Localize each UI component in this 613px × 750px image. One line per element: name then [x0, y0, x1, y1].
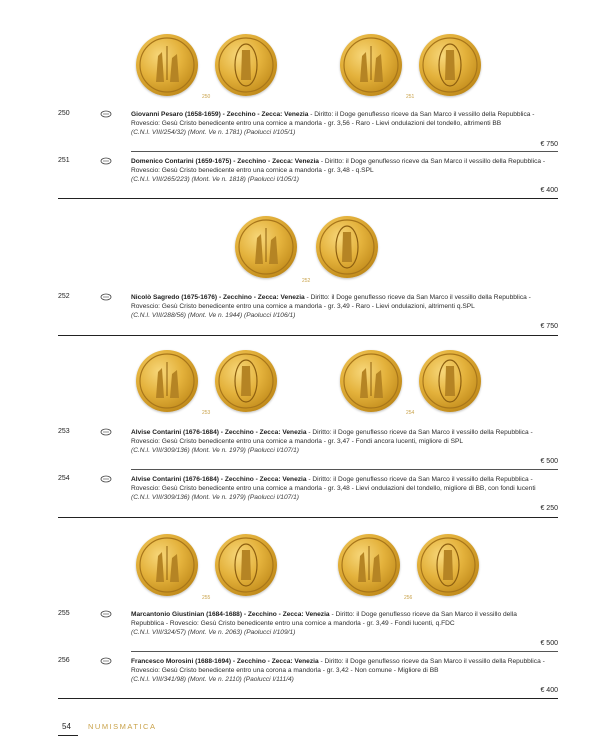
coin-label-250: 250: [202, 94, 211, 100]
coin-255-reverse[interactable]: [215, 534, 277, 596]
lot-254[interactable]: [58, 475, 558, 515]
hand-icon: [100, 475, 112, 483]
christ-mandorla-icon: [215, 34, 277, 96]
section-divider: [58, 698, 558, 699]
coin-images-253-254: [0, 348, 613, 420]
coin-251-obverse[interactable]: [340, 34, 402, 96]
coin-252-obverse[interactable]: [235, 216, 297, 278]
divider: [131, 651, 558, 652]
footer-rule: [58, 735, 78, 736]
coin-images-255-256: [0, 530, 613, 605]
lot-details: - Diritto: il Doge genuflesso riceve da San Marco il vessillo della Repubblica - Rovescio: Gesù Cristo benedicente entro una cornice a mandorla - gr. 3,49 - Fondi lucenti, q.FDC: [131, 611, 517, 627]
coin-label-251: 251: [406, 94, 415, 100]
lot-reference: (C.N.I. VIII/254/32) (Mont. Ve n. 1781) (Paolucci I/105/1): [131, 129, 296, 136]
lot-description: [131, 157, 546, 184]
christ-mandorla-icon: [215, 534, 277, 596]
coin-label-254: 254: [406, 410, 415, 416]
lot-description: [131, 657, 546, 684]
section-divider: [58, 517, 558, 518]
lot-title: Alvise Contarini (1676-1684) - Zecchino - Zecca: Venezia: [131, 476, 307, 483]
section-divider: [58, 198, 558, 199]
lot-reference: (C.N.I. VIII/341/98) (Mont. Ve n. 2110) (Paolucci I/111/4): [131, 676, 294, 683]
lot-details: - Diritto: il Doge genuflesso riceve da San Marco il vessillo della Repubblica - Rovescio: Gesù Cristo benedicente entro una cornice a mandorla - gr. 3,48 - Lievi ondulazioni del tondello, migliore di BB, con fondi lucenti: [131, 476, 536, 492]
lot-price: € 750: [540, 141, 558, 148]
doge-kneeling-icon: [136, 350, 198, 412]
lot-252[interactable]: [58, 293, 558, 333]
doge-kneeling-icon: [136, 534, 198, 596]
divider: [131, 469, 558, 470]
coin-label-253: 253: [202, 410, 211, 416]
lot-description: [131, 110, 546, 137]
lot-details: - Diritto: il Doge genuflesso riceve da San Marco il vessillo della Repubblica - Rovescio: Gesù Cristo benedicente entro una cornice a mandorla - gr. 3,48 - q.SPL: [131, 158, 546, 174]
lot-price: € 500: [540, 640, 558, 647]
lot-number: 255: [58, 610, 70, 617]
hand-icon: [100, 157, 112, 165]
lot-price: € 400: [540, 187, 558, 194]
lot-250[interactable]: [58, 110, 558, 150]
christ-mandorla-icon: [419, 34, 481, 96]
doge-kneeling-icon: [136, 34, 198, 96]
hand-icon: [100, 610, 112, 618]
coin-254-reverse[interactable]: [419, 350, 481, 412]
coin-253-obverse[interactable]: [136, 350, 198, 412]
lot-price: € 250: [540, 505, 558, 512]
coin-256-reverse[interactable]: [417, 534, 479, 596]
lot-number: 254: [58, 475, 70, 482]
lot-253[interactable]: [58, 428, 558, 468]
lot-price: € 750: [540, 323, 558, 330]
christ-mandorla-icon: [417, 534, 479, 596]
coin-255-obverse[interactable]: [136, 534, 198, 596]
lot-251[interactable]: [58, 157, 558, 197]
hand-icon: [100, 428, 112, 436]
lot-details: - Diritto: il Doge genuflesso riceve da San Marco il vessillo della Repubblica - Rovescio: Gesù Cristo benedicente entro una cornice a mandorla - gr. 3,56 - Raro - Lievi ondulazioni del tondello, altrimenti BB: [131, 111, 535, 127]
lot-title: Francesco Morosini (1688-1694) - Zecchino - Zecca: Venezia: [131, 658, 319, 665]
lot-reference: (C.N.I. VIII/288/56) (Mont. Ve n. 1944) (Paolucci I/106/1): [131, 312, 296, 319]
doge-kneeling-icon: [340, 34, 402, 96]
coin-253-reverse[interactable]: [215, 350, 277, 412]
lot-title: Marcantonio Giustinian (1684-1688) - Zecchino - Zecca: Venezia: [131, 611, 330, 618]
lot-description: [131, 475, 546, 502]
coin-251-reverse[interactable]: [419, 34, 481, 96]
coin-images-252: [0, 212, 613, 287]
lot-title: Alvise Contarini (1676-1684) - Zecchino - Zecca: Venezia: [131, 429, 307, 436]
doge-kneeling-icon: [235, 216, 297, 278]
lot-description: [131, 428, 546, 455]
lot-reference: (C.N.I. VIII/324/57) (Mont. Ve n. 2063) (Paolucci I/109/1): [131, 629, 296, 636]
coin-252-reverse[interactable]: [316, 216, 378, 278]
section-title: NUMISMATICA: [88, 722, 157, 731]
christ-mandorla-icon: [316, 216, 378, 278]
hand-icon: [100, 110, 112, 118]
lot-title: Domenico Contarini (1659-1675) - Zecchino - Zecca: Venezia: [131, 158, 319, 165]
lot-number: 252: [58, 293, 70, 300]
christ-mandorla-icon: [419, 350, 481, 412]
lot-price: € 500: [540, 458, 558, 465]
lot-title: Nicolò Sagredo (1675-1676) - Zecchino - Zecca: Venezia: [131, 294, 305, 301]
lot-number: 256: [58, 657, 70, 664]
hand-icon: [100, 293, 112, 301]
divider: [131, 151, 558, 152]
lot-description: [131, 293, 546, 320]
coin-256-obverse[interactable]: [338, 534, 400, 596]
lot-number: 250: [58, 110, 70, 117]
lot-description: [131, 610, 546, 637]
coin-254-obverse[interactable]: [340, 350, 402, 412]
coin-label-252: 252: [302, 278, 311, 284]
coin-images-250-251: [0, 30, 613, 102]
coin-label-255: 255: [202, 595, 211, 601]
coin-250-obverse[interactable]: [136, 34, 198, 96]
lot-details: - Diritto: il Doge genuflesso riceve da San Marco il vessillo della Repubblica - Rovescio: Gesù Cristo benedicente entro una corona a mandorla - gr. 3,42 - Non comune - Migliore di BB: [131, 658, 545, 674]
lot-reference: (C.N.I. VIII/309/136) (Mont. Ve n. 1979) (Paolucci I/107/1): [131, 447, 299, 454]
lot-details: - Diritto: il Doge genuflesso riceve da San Marco il vessillo della Repubblica - Rovescio: Gesù Cristo benedicente entro una cornice a mandorla - gr. 3,47 - Fondi ancora lucenti, migliore di SPL: [131, 429, 533, 445]
doge-kneeling-icon: [338, 534, 400, 596]
lot-details: - Diritto: il Doge genuflesso riceve da San Marco il vessillo della Repubblica - Rovescio: Gesù Cristo benedicente entro una cornice a mandorla - gr. 3,49 - Raro - Lievi ondulazioni, altrimenti q.SPL: [131, 294, 531, 310]
doge-kneeling-icon: [340, 350, 402, 412]
christ-mandorla-icon: [215, 350, 277, 412]
lot-reference: (C.N.I. VIII/265/223) (Mont. Ve n. 1818) (Paolucci I/105/1): [131, 176, 299, 183]
hand-icon: [100, 657, 112, 665]
section-divider: [58, 335, 558, 336]
coin-label-256: 256: [404, 595, 413, 601]
lot-reference: (C.N.I. VIII/309/136) (Mont. Ve n. 1979) (Paolucci I/107/1): [131, 494, 299, 501]
lot-number: 253: [58, 428, 70, 435]
lot-title: Giovanni Pesaro (1658-1659) - Zecchino - Zecca: Venezia: [131, 111, 309, 118]
lot-price: € 400: [540, 687, 558, 694]
coin-250-reverse[interactable]: [215, 34, 277, 96]
page-number: 54: [62, 722, 71, 731]
lot-256[interactable]: [58, 657, 558, 697]
lot-number: 251: [58, 157, 70, 164]
lot-255[interactable]: [58, 610, 558, 650]
